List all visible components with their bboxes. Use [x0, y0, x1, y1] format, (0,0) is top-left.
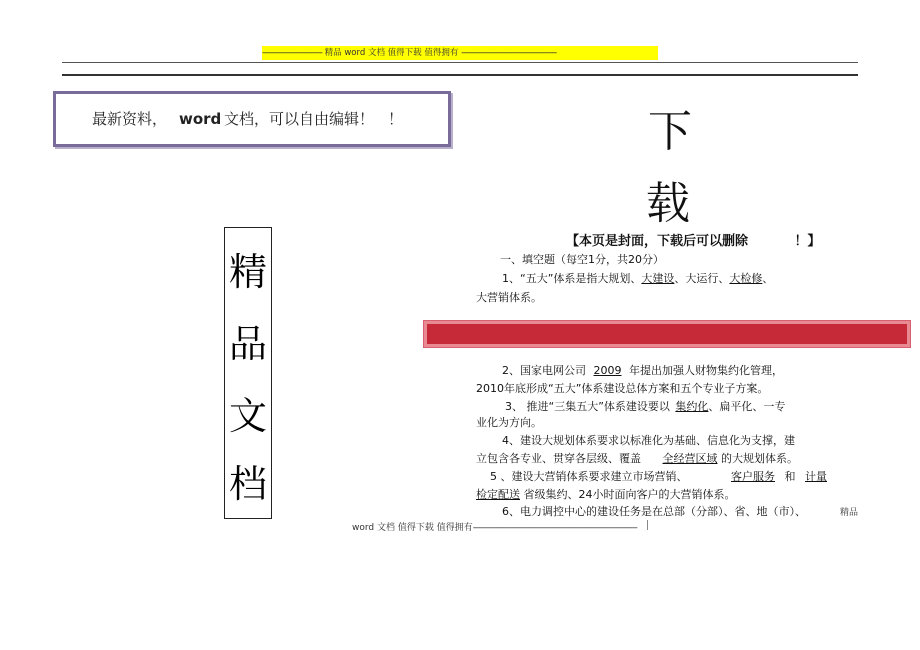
- cover-notice-end: ！】: [794, 234, 821, 249]
- item-text: 5 、建设大营销体系要求建立市场营销、: [490, 470, 688, 483]
- item-text: 省级集约、24小时面向客户的大营销体系。: [523, 488, 736, 501]
- item-underlined: 计量: [805, 470, 827, 483]
- item-text: 年提出加强人财物集约化管理，: [629, 364, 783, 377]
- header-rule-thick: [62, 74, 858, 76]
- cover-notice-text: 【本页是封面，下载后可以删除: [566, 234, 749, 249]
- item-2-line-1: [502, 364, 783, 378]
- big-char-zai: 载: [646, 178, 690, 229]
- big-char-xia: 下: [648, 106, 692, 157]
- item-text: 、大运行、: [674, 272, 730, 285]
- item-1-line-2: 大营销体系。: [476, 291, 542, 304]
- item-4-line-1: 4、建设大规划体系要求以标准化为基础、信息化为支撑，建: [502, 434, 795, 447]
- item-1-line-1: [502, 272, 773, 286]
- item-2-line-2: 2010年底形成“五大”体系建设总体方案和五个专业子方案。: [476, 382, 769, 395]
- item-6-tail: 精品: [840, 508, 859, 518]
- item-text: 2、国家电网公司: [502, 364, 586, 377]
- footer-dashes: -------------------------------------------------------------------------: [472, 523, 637, 533]
- header-left-dashes: -----------------------------: [262, 48, 322, 58]
- item-text: 的大规划体系。: [721, 452, 798, 465]
- item-text: 、扁平化、一专: [708, 400, 786, 413]
- item-3-line-1: [505, 400, 785, 414]
- item-underlined: 大检修: [729, 272, 763, 285]
- item-underlined: 集约化: [675, 400, 709, 413]
- item-5-line-2: [476, 488, 736, 502]
- item-text: 、: [762, 272, 774, 285]
- item-6-line-1: 6、电力调控中心的建设任务是在总部（分部）、省、地（市）、: [502, 505, 806, 518]
- promo-box: [53, 91, 451, 147]
- item-underlined: 2009: [593, 364, 622, 377]
- item-5-line-1: [490, 470, 827, 484]
- item-text: 立包含各专业、贯穿各层级、覆盖: [476, 452, 641, 465]
- footer-line: [352, 522, 637, 534]
- section-heading: 一、填空题（每空1分，共20分）: [500, 253, 664, 266]
- header-text: 精品 word 文档 值得下载 值得拥有: [324, 48, 459, 58]
- item-text: 1、“五大”体系是指大规划、: [502, 272, 642, 285]
- item-4-line-2: [476, 452, 798, 466]
- item-underlined: 全经营区域: [662, 452, 718, 465]
- item-text: 和: [784, 470, 796, 483]
- footer-text: word 文档 值得下载 值得拥有: [352, 523, 473, 533]
- vertical-title-char: 档: [228, 462, 267, 506]
- vertical-title-box: [224, 227, 272, 519]
- item-text: 3、 推进“三集五大”体系建设要以: [505, 400, 670, 413]
- item-underlined: 检定配送: [476, 488, 520, 501]
- vertical-title-char: 精: [228, 250, 267, 294]
- header-banner: [262, 46, 658, 60]
- promo-text-3: ！: [388, 110, 404, 128]
- footer-divider: [647, 520, 648, 530]
- promo-text-word: word: [179, 110, 222, 128]
- vertical-title-char: 文: [228, 394, 267, 438]
- header-rule-thin: [62, 62, 858, 63]
- header-right-dashes: ----------------------------------------------: [461, 48, 557, 58]
- decorative-red-band: [424, 321, 910, 347]
- item-3-line-2: 业化为方向。: [476, 416, 542, 429]
- item-underlined: 客户服务: [731, 470, 775, 483]
- cover-notice: [566, 230, 821, 249]
- item-underlined: 大建设: [641, 272, 675, 285]
- vertical-title-char: 品: [228, 322, 267, 366]
- promo-text-2: 文档，可以自由编辑！: [224, 110, 375, 128]
- promo-text-1: 最新资料，: [92, 110, 168, 128]
